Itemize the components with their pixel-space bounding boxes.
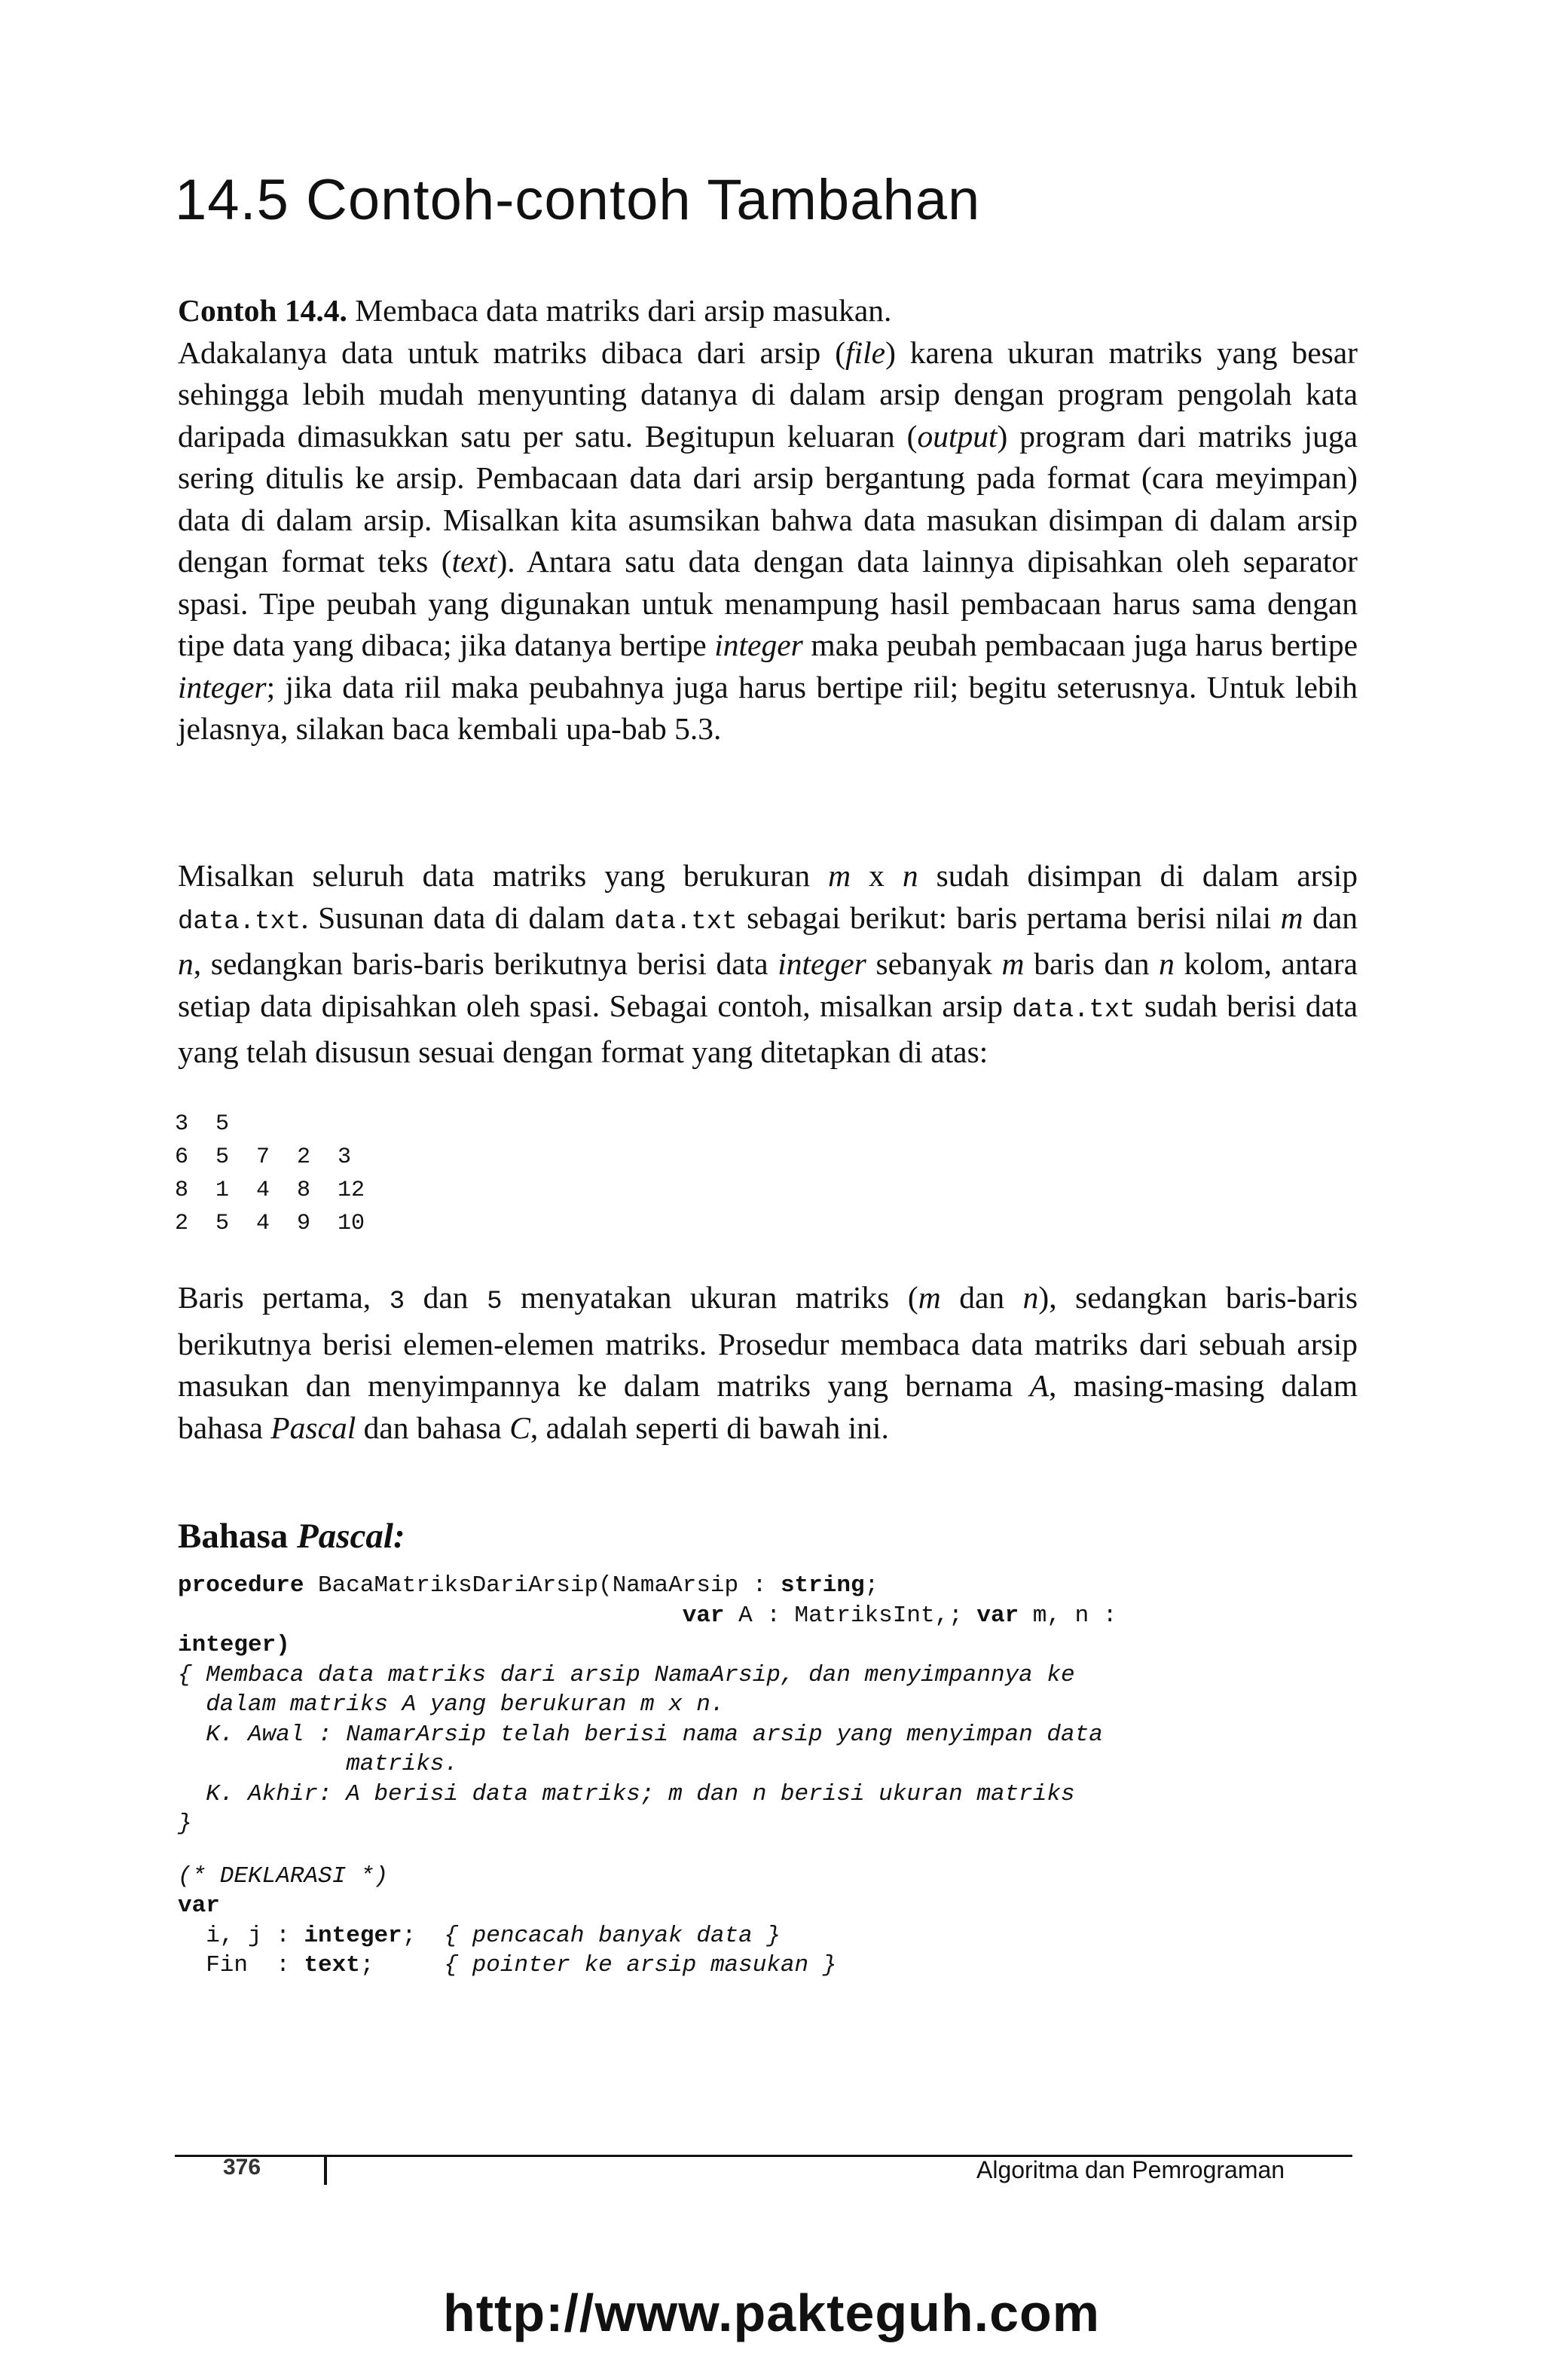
code-comment: matriks. <box>178 1751 459 1777</box>
code-comment: } <box>178 1810 192 1837</box>
code-comment: (* DEKLARASI *) <box>178 1862 389 1890</box>
text: sebagai berikut: baris pertama berisi nilai <box>737 900 1281 935</box>
term-pascal: Pascal: <box>297 1517 405 1556</box>
var-m: m <box>918 1280 941 1315</box>
keyword: var <box>682 1602 725 1629</box>
footer-divider <box>324 2155 327 2185</box>
code-text: i, j : <box>178 1922 304 1949</box>
text: ; jika data riil maka peubahnya juga harus bertipe riil; begitu seterusnya. Untuk lebih jelasnya, silakan baca kembali upa-bab 5.3. <box>178 669 1358 746</box>
var-n: n <box>1159 946 1175 981</box>
keyword: text <box>304 1952 360 1978</box>
text: maka peubah pembacaan juga harus bertipe <box>802 628 1358 662</box>
section-title: 14.5 Contoh-contoh Tambahan <box>175 168 981 232</box>
data-line: 8 1 4 8 12 <box>175 1178 365 1203</box>
code-comment: dalam matriks A yang berukuran m x n. <box>178 1691 725 1718</box>
term-c: C <box>509 1410 530 1445</box>
text: , masing-masing dalam bahasa <box>178 1368 1358 1445</box>
book-title: Algoritma dan Pemrograman <box>976 2156 1285 2183</box>
text: baris dan <box>1024 946 1160 981</box>
website-url: http://www.pakteguh.com <box>442 2284 1101 2342</box>
var-m: m <box>1001 946 1025 981</box>
data-line: 6 5 7 2 3 <box>175 1144 352 1170</box>
example-paragraph-1 <box>178 290 1358 750</box>
value: 5 <box>487 1288 503 1316</box>
code-text: m, n : <box>1019 1602 1117 1629</box>
text: ) program dari matriks juga sering ditulis ke arsip. Pembacaan data dari arsip bergantung pada format (cara meyimpan) data di dalam arsip. Misalkan kita asumsikan bahwa data masukan disimpan di dalam arsip dengan format teks ( <box>178 418 1358 579</box>
example-heading: Membaca data matriks dari arsip masukan. <box>355 293 892 328</box>
term-pascal: Pascal <box>270 1410 356 1445</box>
keyword: string <box>780 1572 865 1599</box>
code-comment: { pencacah banyak data } <box>444 1922 781 1949</box>
code-line <box>178 1571 1117 1601</box>
filename: data.txt <box>614 907 738 936</box>
text: kolom, antara setiap data dipisahkan oleh spasi. Sebagai contoh, misalkan arsip <box>178 946 1358 1023</box>
text: Misalkan seluruh data matriks yang berukuran <box>178 858 829 893</box>
text: dan <box>405 1280 487 1315</box>
subsection-heading <box>178 1516 405 1557</box>
code-text: BacaMatriksDariArsip(NamaArsip : <box>304 1572 781 1599</box>
text: x <box>851 858 903 893</box>
text: . Susunan data di dalam <box>301 900 615 935</box>
example-paragraph-3 <box>178 1277 1358 1449</box>
text: sudah disimpan di dalam arsip <box>918 858 1358 893</box>
keyword: procedure <box>178 1572 304 1599</box>
code-line: var <box>178 1893 220 1919</box>
page-number: 376 <box>223 2155 261 2180</box>
code-text: ; <box>402 1922 445 1949</box>
text: dan <box>1303 900 1358 935</box>
text: , adalah seperti di bawah ini. <box>530 1410 889 1445</box>
code-line <box>178 1951 1117 1981</box>
code-indent <box>178 1602 683 1629</box>
code-text: A : MatriksInt,; <box>724 1602 977 1629</box>
text: menyatakan ukuran matriks ( <box>502 1280 918 1315</box>
text: Adakalanya data untuk matriks dibaca dari arsip ( <box>178 335 846 370</box>
code-comment: { Membaca data matriks dari arsip NamaArsip, dan menyimpannya ke <box>178 1661 1075 1688</box>
text: ) karena ukuran matriks yang besar sehingga lebih mudah menyunting datanya di dalam arsip dengan program pengolah kata daripada dimasukkan satu per satu. Begitupun keluaran ( <box>178 335 1358 454</box>
var-m: m <box>828 858 851 893</box>
text: ), sedangkan baris-baris berikutnya berisi elemen-elemen matriks. Prosedur membaca data matriks dari sebuah arsip masukan dan menyimpannya ke dalam matriks yang bernama <box>178 1280 1358 1403</box>
term-text: text <box>451 544 497 579</box>
code-line <box>178 1921 1117 1951</box>
example-paragraph-2 <box>178 855 1358 1074</box>
code-comment: K. Awal : NamarArsip telah berisi nama arsip yang menyimpan data <box>178 1721 1103 1748</box>
text: ). Antara satu data dengan data lainnya dipisahkan oleh separator spasi. Tipe peubah yang digunakan untuk menampung hasil pembacaan harus sama dengan tipe data yang dibaca; jika datanya bertipe <box>178 544 1358 662</box>
data-file-contents <box>175 1108 365 1240</box>
text: dan <box>940 1280 1023 1315</box>
keyword: integer <box>304 1922 402 1949</box>
keyword: var <box>976 1602 1019 1629</box>
text: dan bahasa <box>356 1410 510 1445</box>
term-integer: integer <box>714 628 803 662</box>
text: sudah berisi data yang telah disusun sesuai dengan format yang ditetapkan di atas: <box>178 988 1358 1069</box>
filename: data.txt <box>1012 995 1135 1025</box>
text: Bahasa <box>178 1517 298 1556</box>
code-text: ; <box>359 1952 445 1978</box>
var-n: n <box>1022 1280 1039 1315</box>
code-comment: { pointer ke arsip masukan } <box>444 1952 837 1978</box>
data-line: 2 5 4 9 10 <box>175 1211 365 1236</box>
term-integer: integer <box>778 946 866 981</box>
text: , sedangkan baris-baris berikutnya berisi data <box>193 946 778 981</box>
code-comment: K. Akhir: A berisi data matriks; m dan n berisi ukuran matriks <box>178 1780 1075 1807</box>
code-line: integer) <box>178 1632 290 1658</box>
filename: data.txt <box>178 907 301 936</box>
text: Baris pertama, <box>178 1280 390 1315</box>
term-output: output <box>917 418 998 454</box>
var-m: m <box>1280 900 1303 935</box>
example-label: Contoh 14.4. <box>178 293 347 328</box>
code-line <box>178 1601 1117 1631</box>
pascal-code-block <box>178 1571 1117 1981</box>
var-a: A <box>1029 1368 1049 1403</box>
data-line: 3 5 <box>175 1111 230 1137</box>
text: sebanyak <box>866 946 1002 981</box>
code-text: Fin : <box>178 1952 304 1978</box>
value: 3 <box>389 1288 405 1316</box>
term-integer: integer <box>178 669 267 704</box>
code-text: ; <box>864 1572 879 1599</box>
var-n: n <box>902 858 918 893</box>
var-n: n <box>178 946 194 981</box>
term-file: file <box>845 335 886 370</box>
